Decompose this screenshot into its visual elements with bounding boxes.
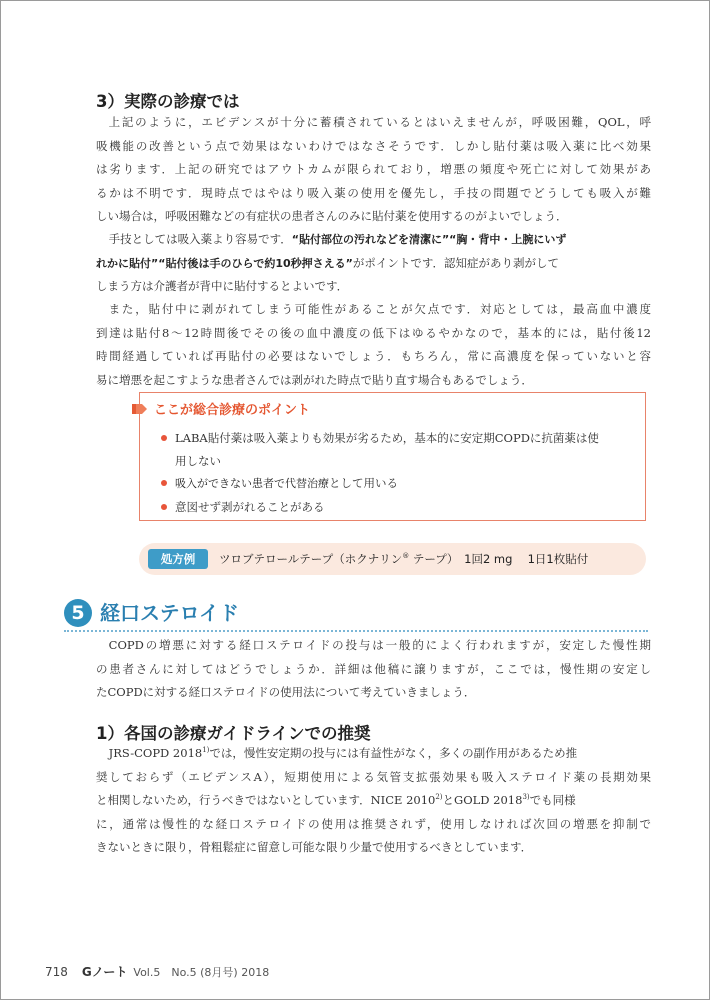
text-line: るかは不明です．現時点ではやはり吸入薬の使用を優先し，手技の問題でどうしても吸入が難	[96, 185, 651, 200]
text-line: 到達は貼付8～12時間後でその後の血中濃度の低下はゆるやかなので，基本的には，貼付後12	[96, 325, 651, 340]
point-box-title: ここが総合診療のポイント	[154, 403, 311, 418]
highlighted-point: れかに貼付”“貼付後は手のひらで約10秒押さえる”	[96, 256, 353, 270]
section-number-badge: 5	[64, 599, 92, 627]
list-item-text: 用しない	[175, 453, 221, 468]
bullet-icon	[161, 504, 167, 510]
section-5-intro	[96, 634, 651, 705]
section-5-1-heading: 1）各国の診療ガイドラインでの推奨	[96, 724, 371, 743]
reference-mark: 1)	[202, 746, 210, 754]
text-line	[96, 228, 651, 252]
text-span: でも同様	[529, 793, 576, 807]
text-line: 時間経過していれば再貼付の必要はないでしょう．もちろん，常に高濃度を保っていないと容	[96, 349, 651, 363]
reference-mark: 2)	[435, 793, 443, 801]
text-span: とGOLD 2018	[442, 793, 523, 807]
list-item	[161, 472, 631, 496]
highlighted-point: “貼付部位の汚れなどを清潔に”“胸・背中・上腕にいず	[291, 233, 567, 246]
text-line: 上記のように，エビデンスが十分に蓄積されているとはいえませんが，呼吸困難，QOL，呼	[108, 115, 651, 129]
list-item	[161, 496, 631, 519]
reference-mark: 3)	[522, 793, 530, 801]
list-item-text: 意図せず剥がれることがある	[175, 499, 325, 514]
text-span: として用いる	[329, 476, 398, 490]
text-line: に，通常は慢性的な経口ステロイドの使用は推奨されず，使用しなければ次回の増悪を抑制で	[96, 816, 651, 831]
section-5-1-paragraph	[96, 742, 651, 860]
text-line: の患者さんに対してはどうでしょうか．詳細は他稿に譲りますが，ここでは，慢性期の安定し	[96, 661, 651, 676]
point-list	[161, 427, 631, 518]
text-line	[96, 742, 651, 766]
prescription-label: 処方例	[148, 549, 208, 569]
section-5-title: 経口ステロイド	[100, 601, 239, 625]
list-item	[161, 427, 631, 472]
highlighted-point: 吸入ができない患者で代替治療	[175, 477, 329, 490]
section-divider	[64, 630, 648, 632]
text-line: COPDの増悪に対する経口ステロイドの投与は一般的によく行われますが，安定した慢性期	[108, 638, 651, 652]
text-line: 易に増悪を起こすような患者さんでは剥がれた時点で貼り直す場合もあるでしょう．	[96, 372, 533, 387]
text-line: しまう方は介護者が背中に貼付するとよいです．	[96, 279, 349, 293]
list-item-text: LABA貼付薬は吸入薬よりも効果が劣るため，基本的に安定期COPDに抗菌薬は使	[175, 431, 599, 445]
arrow-flag-icon	[132, 402, 148, 416]
journal-brand: Gノート	[81, 965, 128, 979]
bullet-icon	[161, 480, 167, 486]
prescription-text	[219, 549, 588, 569]
registered-mark: ®	[402, 552, 410, 560]
text-span: JRS-COPD 2018	[108, 746, 203, 760]
text-line: は劣ります．上記の研究ではアウトカムが限られており，増悪の頻度や死亡に対して効果があ	[96, 162, 651, 176]
text-span: では，慢性安定期の投与には有益性がなく，多くの副作用があるため推	[209, 746, 578, 760]
bullet-icon	[161, 435, 167, 441]
text-line: また，貼付中に剥がれてしまう可能性があることが欠点です．対応としては，最高血中濃度	[108, 302, 651, 316]
text-line: 吸機能の改善という点で効果はないわけではなさそうです．しかし貼付薬は吸入薬に比べ効果	[96, 138, 651, 153]
section-3-paragraph-3	[96, 298, 651, 392]
prescription-dose: テープ） 1回2 mg 1日1枚貼付	[409, 552, 589, 566]
journal-issue: Vol.5 No.5 (8月号) 2018	[133, 966, 270, 979]
prescription-drug: ツロブテロールテープ（ホクナリン	[219, 552, 403, 566]
text-span: 手技としては吸入薬より容易です．	[108, 232, 292, 246]
text-line	[96, 252, 651, 276]
section-3-heading: 3）実際の診療では	[96, 92, 240, 111]
text-line: たCOPDに対する経口ステロイドの使用法について考えていきましょう．	[96, 685, 476, 699]
text-span: がポイントです．認知症があり剥がして	[352, 255, 559, 270]
text-span: と相関しないため，行うべきではないとしています．NICE 2010	[96, 793, 436, 807]
list-item-text	[175, 472, 631, 496]
page-footer	[45, 963, 269, 980]
section-3-paragraph-2	[96, 228, 651, 299]
section-3-paragraph-1	[96, 111, 651, 229]
text-line	[96, 789, 651, 813]
text-line: しい場合は，呼吸困難などの有症状の患者さんのみに貼付薬を使用するのがよいでしょう．	[96, 209, 568, 223]
page-number: 718	[45, 965, 68, 979]
text-line: 奨しておらず（エビデンスA），短期使用による気管支拡張効果も吸入ステロイド薬の長期効果	[96, 769, 651, 784]
text-line: きないときに限り，骨粗鬆症に留意し可能な限り少量で使用するべきとしています．	[96, 840, 533, 854]
